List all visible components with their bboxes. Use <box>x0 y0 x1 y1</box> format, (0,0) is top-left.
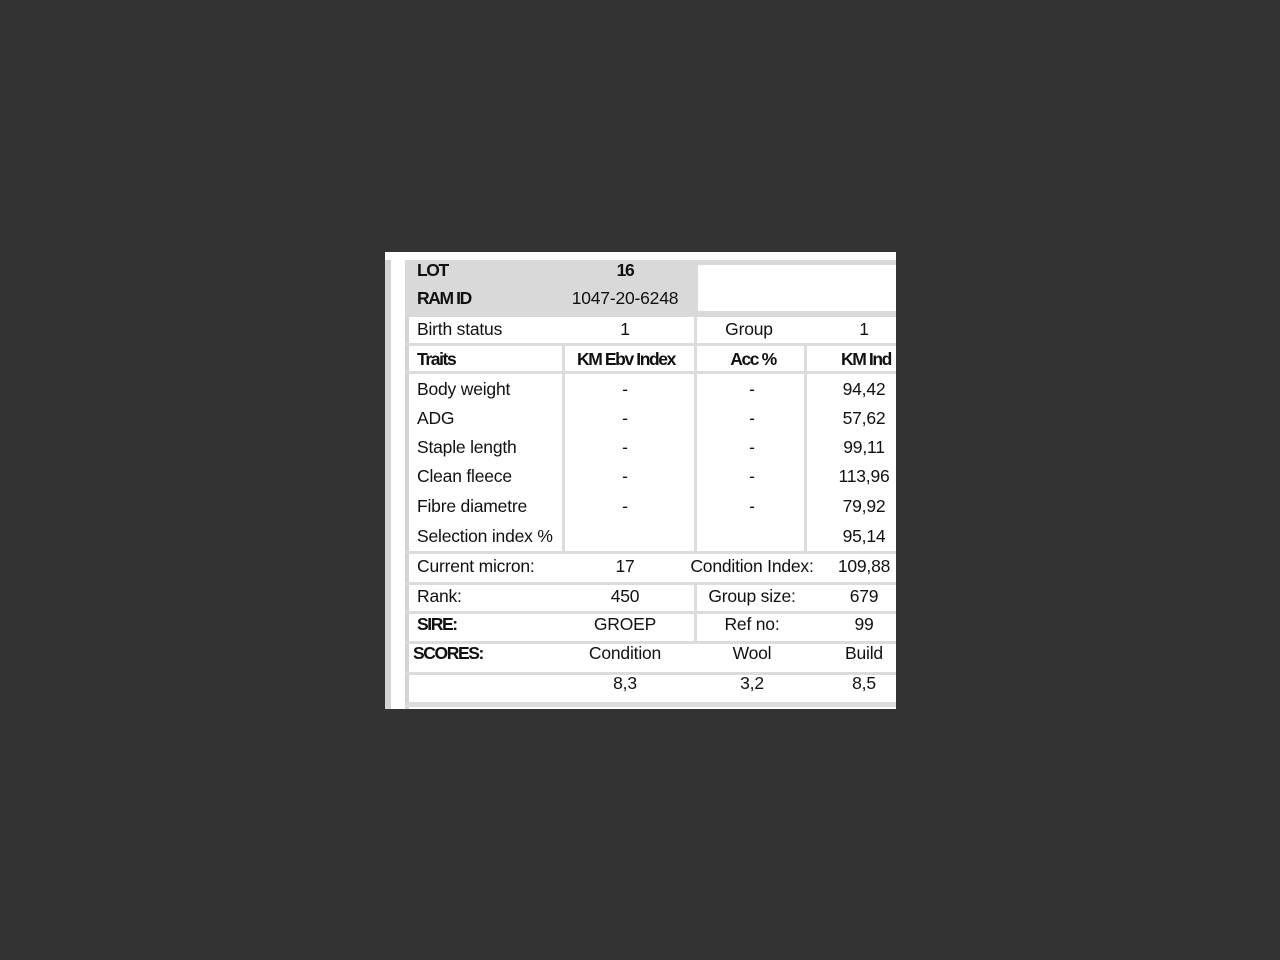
score-header-condition: Condition <box>588 643 662 663</box>
sire-value: GROEP <box>593 614 657 634</box>
divider <box>405 672 896 675</box>
trait-acc: - <box>749 437 755 457</box>
condition-index-value: 109,88 <box>837 556 891 576</box>
lot-label: LOT <box>417 260 448 280</box>
divider <box>562 346 565 552</box>
trait-ebv: - <box>622 496 628 516</box>
ram-lot-sheet <box>385 252 896 709</box>
header-right-frame <box>695 260 896 265</box>
divider <box>694 346 697 552</box>
trait-ind: 113,96 <box>838 466 890 486</box>
left-border <box>385 260 391 709</box>
ref-no-label: Ref no: <box>724 614 780 634</box>
trait-ebv: - <box>622 437 628 457</box>
divider <box>405 702 896 707</box>
ram-id-label: RAM ID <box>417 288 471 308</box>
group-size-label: Group size: <box>708 586 796 606</box>
ram-id-value: 1047-20-6248 <box>571 288 679 308</box>
trait-name: Body weight <box>417 379 511 399</box>
birth-status-label: Birth status <box>417 319 503 339</box>
sire-label: SIRE: <box>417 614 457 634</box>
group-size-value: 679 <box>849 586 879 606</box>
trait-acc: - <box>749 496 755 516</box>
lot-value: 16 <box>616 260 634 280</box>
trait-ind: 57,62 <box>842 408 886 428</box>
rank-label: Rank: <box>417 586 462 606</box>
header-right-frame-bottom <box>695 311 896 317</box>
current-micron-label: Current micron: <box>417 556 535 576</box>
scores-label: SCORES: <box>413 643 483 663</box>
trait-name: Staple length <box>417 437 517 457</box>
divider <box>405 582 896 585</box>
score-value-condition: 8,3 <box>613 673 637 693</box>
condition-index-label: Condition Index: <box>690 556 814 576</box>
trait-name: ADG <box>417 408 455 428</box>
trait-acc: - <box>749 408 755 428</box>
trait-name: Fibre diametre <box>417 496 528 516</box>
trait-ebv: - <box>622 408 628 428</box>
col-header-acc: Acc % <box>730 349 776 369</box>
col-header-traits: Traits <box>417 349 456 369</box>
group-label: Group <box>725 319 773 339</box>
score-value-wool: 3,2 <box>740 673 764 693</box>
divider <box>804 346 807 552</box>
trait-ind: 95,14 <box>842 526 886 546</box>
rank-value: 450 <box>610 586 640 606</box>
current-micron-value: 17 <box>615 556 635 576</box>
score-header-build: Build <box>845 643 883 663</box>
divider <box>694 584 697 644</box>
col-header-ebv: KM Ebv Index <box>577 349 675 369</box>
trait-ind: 99,11 <box>843 437 885 457</box>
divider <box>405 343 896 346</box>
trait-ebv: - <box>622 466 628 486</box>
trait-ind: 94,42 <box>842 379 886 399</box>
trait-acc: - <box>749 379 755 399</box>
divider <box>405 551 896 554</box>
trait-ebv: - <box>622 379 628 399</box>
col-header-ind: KM Ind <box>841 349 891 369</box>
score-header-wool: Wool <box>732 643 772 663</box>
score-value-build: 8,5 <box>852 673 876 693</box>
trait-name: Selection index % <box>417 526 553 546</box>
trait-acc: - <box>749 466 755 486</box>
group-value: 1 <box>859 319 869 339</box>
divider <box>405 371 896 374</box>
trait-ind: 79,92 <box>842 496 886 516</box>
birth-status-value: 1 <box>620 319 630 339</box>
ref-no-value: 99 <box>854 614 874 634</box>
trait-name: Clean fleece <box>417 466 512 486</box>
